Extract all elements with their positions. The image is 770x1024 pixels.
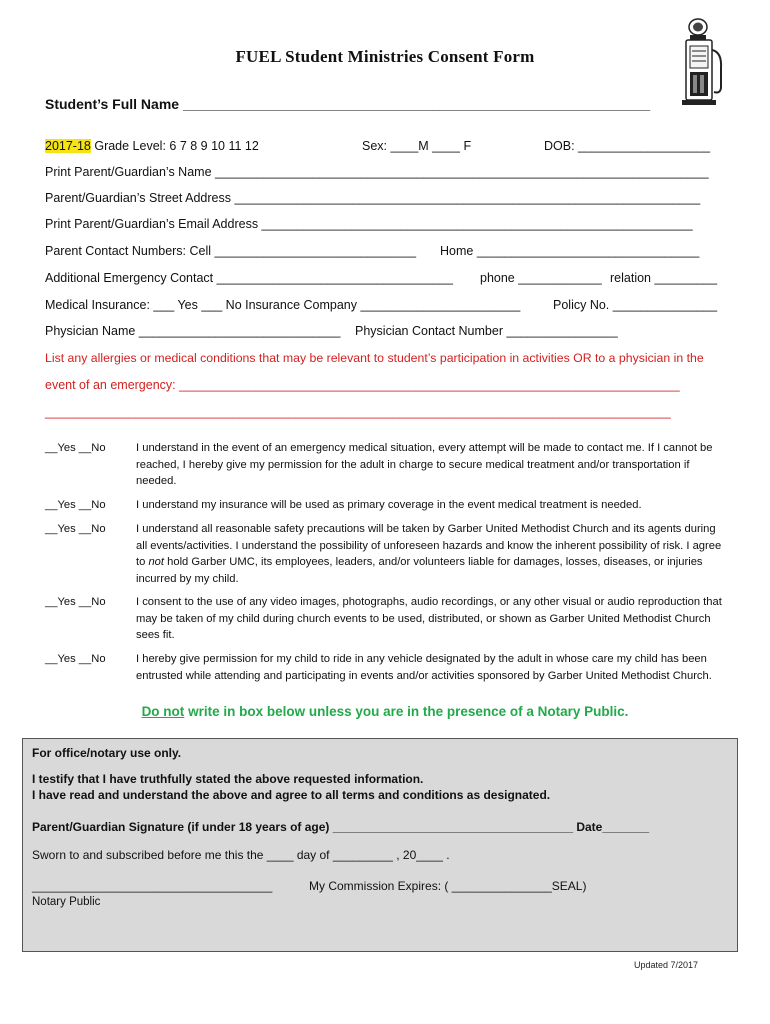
notary-box [22,738,738,952]
physician-name-field[interactable]: Physician Name _____________________________ [45,324,341,338]
updated-date: Updated 7/2017 [634,960,699,970]
form-title: FUEL Student Ministries Consent Form [235,47,535,66]
cell-number-field[interactable]: Parent Contact Numbers: Cell _____________________________ [45,244,417,258]
notary-notice: Do not write in box below unless you are in the presence of a Notary Public. [141,704,629,719]
consent-yes-no[interactable]: __Yes __No [45,523,106,535]
allergies-prompt: List any allergies or medical conditions that may be relevant to student’s participation in activities OR to a physician in the [45,351,704,365]
consent-text: I understand all reasonable safety precautions will be taken by Garber United Methodist Church and its agents during all events/activities. I understand the possibility of unforeseen hazards and know the inherent possibility of risk. I agree to not hold Garber UMC, its employees, leaders, and/or volunteers liable for damages, losses, diseases, or injuries incurred by my child. [136,523,722,585]
student-full-name-field[interactable]: Student’s Full Name ____________________________________________________________ [45,96,651,112]
consent-text: I hereby give permission for my child to ride in any vehicle designated by the adult in whose care my child has been entrusted while attending and participating in events and/or activities sponsored by Garber United Methodist Church. [136,653,712,682]
consent-yes-no[interactable]: __Yes __No [45,653,106,665]
sex-field[interactable]: Sex: ____M ____ F [362,139,472,153]
emergency-contact-field[interactable]: Additional Emergency Contact __________________________________ [45,271,453,285]
email-address-field[interactable]: Print Parent/Guardian’s Email Address ______________________________________________________________ [45,217,693,231]
consent-text: I understand my insurance will be used as primary coverage in the event medical treatment is needed. [136,499,642,511]
consent-text: I understand in the event of an emergency medical situation, every attempt will be made to contact me. If I cannot be reached, I hereby give my permission for the adult in charge to secure medical treatment and/or transportation if needed. [136,442,713,487]
dob-field[interactable]: DOB: ___________________ [544,139,711,153]
emergency-relation-field[interactable]: relation _________ [610,271,718,285]
consent-yes-no[interactable]: __Yes __No [45,596,106,608]
testify-statement: I testify that I have truthfully stated the above requested information. [32,772,424,786]
insurance-field[interactable]: Medical Insurance: ___ Yes ___ No Insurance Company _______________________ [45,298,521,312]
sworn-statement-field[interactable]: Sworn to and subscribed before me this the ____ day of _________ , 20____ . [32,848,450,862]
office-use-heading: For office/notary use only. [32,746,182,760]
consent-yes-no[interactable]: __Yes __No [45,499,106,511]
commission-expires-field[interactable]: My Commission Expires: ( _______________SEAL) [309,879,587,893]
agree-statement: I have read and understand the above and agree to all terms and conditions as designated. [32,788,551,802]
physician-contact-field[interactable]: Physician Contact Number ________________ [355,324,618,338]
guardian-signature-field[interactable]: Parent/Guardian Signature (if under 18 years of age) ____________________________________ Date_______ [32,820,650,834]
notary-public-label: Notary Public [32,896,101,908]
consent-yes-no[interactable]: __Yes __No [45,442,106,454]
policy-number-field[interactable]: Policy No. _______________ [553,298,718,312]
emergency-phone-field[interactable]: phone ____________ [480,271,602,285]
school-year: 2017-18 [45,139,91,153]
allergies-field-line2[interactable]: __________________________________________________________________________________________ [45,405,671,419]
street-address-field[interactable]: Parent/Guardian’s Street Address ___________________________________________________________________ [45,191,701,205]
guardian-name-field[interactable]: Print Parent/Guardian’s Name _______________________________________________________________________ [45,165,709,179]
gas-pump-icon [676,18,726,108]
consent-text: I consent to the use of any video images, photographs, audio recordings, or any other visual or audio reproduction that may be taken of my child during church events to be used, distributed, or shown as Garber United Methodist Church sees fit. [136,596,722,641]
grade-level-options[interactable]: Grade Level: 6 7 8 9 10 11 12 [90,139,259,153]
grade-row [45,139,259,153]
allergies-field-line1[interactable]: event of an emergency: ________________________________________________________________________ [45,378,680,392]
notary-signature-line[interactable]: ____________________________________ [32,879,273,893]
home-number-field[interactable]: Home ________________________________ [440,244,700,258]
